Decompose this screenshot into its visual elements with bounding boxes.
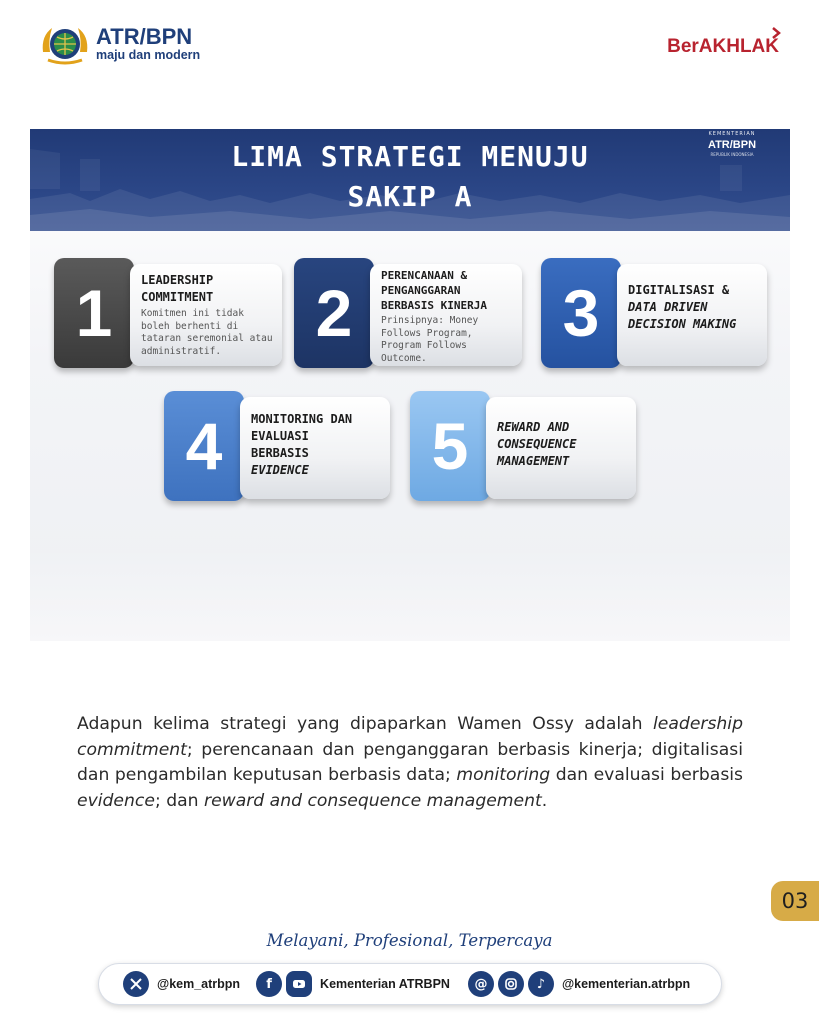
strategy-description: Prinsipnya: Money Follows Program, Program Follows Outcome. xyxy=(381,315,479,364)
strategy-title: PERENCANAAN & PENGANGGARAN BERBASIS KINERJA xyxy=(381,269,487,312)
paragraph-text: ; dan xyxy=(154,790,204,811)
paragraph-italic: leadership commitment xyxy=(77,714,743,760)
mini-logo-bottom: REPUBLIK INDONESIA xyxy=(710,152,754,157)
strategy-slide xyxy=(30,129,790,641)
strategy-panel xyxy=(617,264,767,366)
slide-atrbpn-logo xyxy=(700,131,764,171)
x-twitter-icon[interactable] xyxy=(123,971,149,997)
strategy-title: REWARD AND CONSEQUENCE MANAGEMENT xyxy=(497,420,577,468)
strategy-number: 3 xyxy=(541,258,621,368)
instagram-handle[interactable]: @kementerian.atrbpn xyxy=(561,977,691,991)
paragraph-italic: monitoring xyxy=(456,765,551,786)
social-media-bar xyxy=(98,963,722,1005)
logo-title: ATR/BPN xyxy=(96,24,193,49)
mini-logo-main: ATR/BPN xyxy=(707,139,757,151)
slide-title-line-2: SAKIP A xyxy=(347,180,473,213)
paragraph-italic: evidence xyxy=(77,790,155,811)
strategy-number: 5 xyxy=(410,391,490,501)
strategy-title-part-b: DATA DRIVEN DECISION MAKING xyxy=(628,300,737,331)
tiktok-icon[interactable]: ♪ xyxy=(528,971,554,997)
footer-tagline: Melayani, Profesional, Terpercaya xyxy=(266,931,553,950)
paragraph-text: dan evaluasi berbasis xyxy=(550,765,743,786)
strategy-title-part-a: DIGITALISASI & xyxy=(628,283,730,297)
slide-title-line-1: LIMA STRATEGI MENUJU xyxy=(231,140,589,173)
strategy-title xyxy=(628,282,759,333)
strategy-panel xyxy=(370,264,522,366)
strategy-number: 1 xyxy=(54,258,134,368)
mini-logo-top: KEMENTERIAN xyxy=(708,131,756,137)
strategy-number: 2 xyxy=(294,258,374,368)
paragraph-italic: reward and consequence management xyxy=(204,790,542,811)
facebook-icon[interactable]: f xyxy=(256,971,282,997)
atrbpn-logo xyxy=(40,22,200,66)
threads-icon[interactable]: @ xyxy=(468,971,494,997)
atrbpn-emblem-icon xyxy=(40,22,90,66)
slide-floor xyxy=(30,549,790,641)
strategy-title xyxy=(251,411,382,479)
facebook-youtube-name[interactable]: Kementerian ATRBPN xyxy=(320,977,450,991)
paragraph-text: Adapun kelima strategi yang dipaparkan Wamen Ossy adalah xyxy=(77,714,654,734)
strategy-title-part-a: MONITORING DAN EVALUASI BERBASIS xyxy=(251,412,353,460)
strategy-title-part-b: EVIDENCE xyxy=(251,463,309,477)
body-paragraph xyxy=(77,712,743,814)
berakhlak-logo: BerAKHLAK xyxy=(667,36,779,57)
paragraph-text: ; perencanaan dan penganggaran berbasis kinerja; digitalisasi dan pengambilan keputusan berbasis data; xyxy=(77,739,743,786)
strategy-panel xyxy=(240,397,390,499)
strategy-panel xyxy=(130,264,282,366)
logo-subtitle: maju dan modern xyxy=(96,48,201,62)
strategy-number: 4 xyxy=(164,391,244,501)
chevron-right-icon xyxy=(769,26,783,40)
paragraph-text: . xyxy=(541,790,548,811)
twitter-handle[interactable]: @kem_atrbpn xyxy=(157,977,241,991)
strategy-title: LEADERSHIP COMMITMENT xyxy=(141,273,214,304)
page-number: 03 xyxy=(771,881,819,921)
youtube-icon[interactable] xyxy=(286,971,312,997)
strategy-panel xyxy=(486,397,636,499)
instagram-icon[interactable] xyxy=(498,971,524,997)
slide-title-band xyxy=(30,129,790,231)
strategy-description: Komitmen ini tidak boleh berhenti di tataran seremonial atau administratif. xyxy=(141,308,273,357)
